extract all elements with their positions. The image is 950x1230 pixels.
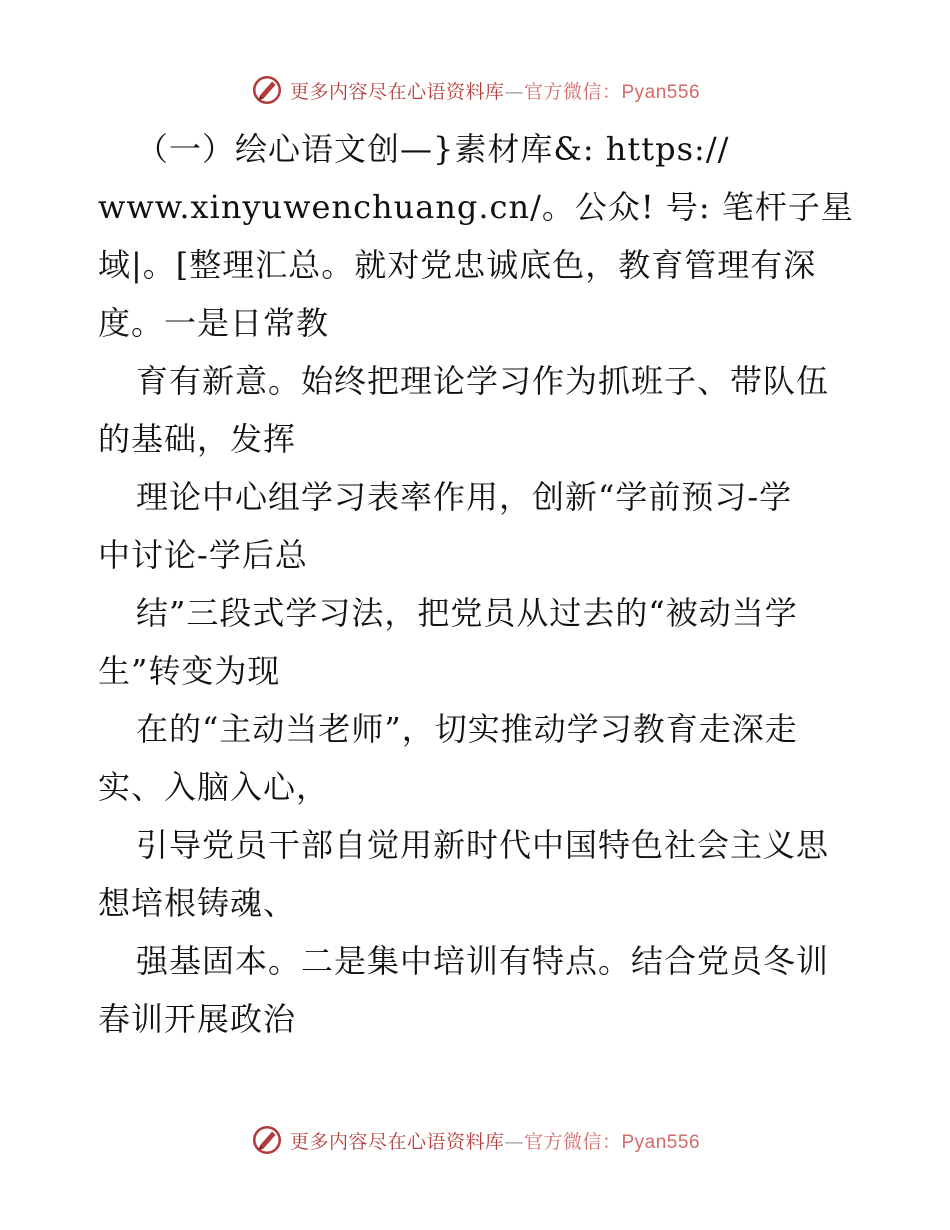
body-line: www.xinyuwenchuang.cn/。公众! 号: 笔杆子星 [98,188,854,226]
body-line: 生”转变为现 [98,652,281,690]
footer-brand: 更多内容尽在心语资料库 [289,1130,505,1153]
header-contact: 官方微信：Pyan556 [524,81,701,103]
body-line: 度。一是日常教 [98,304,330,342]
body-line: 想培根铸魂、 [98,884,297,922]
body-line: 实、入脑入心， [98,768,330,806]
body-line: 育有新意。始终把理论学习作为抓班子、带队伍 [136,362,830,400]
header-watermark [0,70,950,110]
pen-logo-icon [250,73,284,107]
body-line: 结”三段式学习法，把党员从过去的“被动当学 [136,594,798,632]
footer-banner-text [290,1127,700,1154]
pen-logo-icon [250,1123,284,1157]
body-line: 在的“主动当老师”，切实推动学习教育走深走 [136,710,798,748]
body-line: （一）绘心语文创—}素材库&: https:// [136,130,730,168]
body-line: 域|。[整理汇总。就对党忠诚底色，教育管理有深 [98,246,817,284]
body-line: 春训开展政治 [98,1000,297,1038]
body-line: 的基础，发挥 [98,420,297,458]
footer-separator: — [504,1130,524,1153]
header-separator: — [504,80,524,103]
body-line: 引导党员干部自觉用新时代中国特色社会主义思 [136,826,830,864]
body-line: 理论中心组学习表率作用，创新“学前预习-学 [136,478,793,516]
document-body [98,120,858,1048]
header-banner-text [290,77,700,104]
body-line: 中讨论-学后总 [98,536,308,574]
footer-watermark [0,1120,950,1160]
body-line: 强基固本。二是集中培训有特点。结合党员冬训 [136,942,830,980]
header-brand: 更多内容尽在心语资料库 [289,80,505,103]
footer-contact: 官方微信：Pyan556 [524,1131,701,1153]
